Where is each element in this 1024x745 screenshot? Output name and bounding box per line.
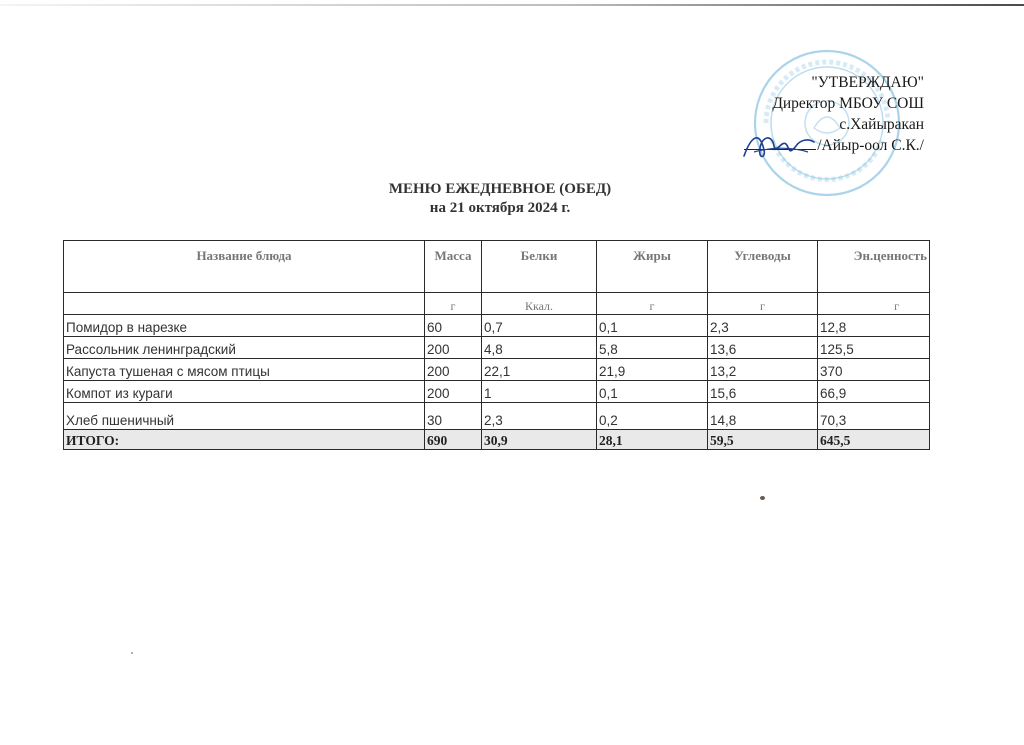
- dish-energy: 125,5: [818, 337, 930, 359]
- approval-title: "УТВЕРЖДАЮ": [811, 74, 924, 91]
- total-fats: 28,1: [597, 430, 708, 450]
- dish-carbs: 2,3: [708, 315, 818, 337]
- dish-carbs: 13,6: [708, 337, 818, 359]
- dish-name: Капуста тушеная с мясом птицы: [64, 359, 425, 381]
- scan-edge-line: [0, 4, 1024, 6]
- dish-proteins: 22,1: [482, 359, 597, 381]
- dish-carbs: 15,6: [708, 381, 818, 403]
- handwritten-signature: [738, 126, 818, 166]
- unit-dish-name: [64, 293, 425, 315]
- unit-proteins: Ккал.: [482, 293, 597, 315]
- table-header-row: [64, 241, 930, 293]
- table-units-row: [64, 293, 930, 315]
- total-mass: 690: [425, 430, 482, 450]
- header-dish-name: Название блюда: [64, 241, 425, 293]
- table-row: [64, 337, 930, 359]
- dish-mass: 200: [425, 381, 482, 403]
- document-title-block: [0, 180, 1000, 218]
- dish-mass: 30: [425, 403, 482, 430]
- table-row: [64, 381, 930, 403]
- header-energy: Эн.ценность: [818, 241, 930, 293]
- approval-position: Директор МБОУ СОШ: [772, 95, 924, 112]
- dish-proteins: 0,7: [482, 315, 597, 337]
- scan-speck: [760, 496, 765, 500]
- dish-energy: 66,9: [818, 381, 930, 403]
- unit-energy: г: [818, 293, 930, 315]
- dish-mass: 200: [425, 359, 482, 381]
- dish-energy: 12,8: [818, 315, 930, 337]
- dish-energy: 70,3: [818, 403, 930, 430]
- table-row: [64, 403, 930, 430]
- total-proteins: 30,9: [482, 430, 597, 450]
- dish-name: Помидор в нарезке: [64, 315, 425, 337]
- dish-proteins: 2,3: [482, 403, 597, 430]
- dish-mass: 200: [425, 337, 482, 359]
- dish-mass: 60: [425, 315, 482, 337]
- approval-place: с.Хайыракан: [839, 116, 924, 133]
- table-row: [64, 315, 930, 337]
- menu-table: [63, 240, 930, 450]
- dish-carbs: 14,8: [708, 403, 818, 430]
- dish-carbs: 13,2: [708, 359, 818, 381]
- dish-name: Рассольник ленинградский: [64, 337, 425, 359]
- dish-name: Хлеб пшеничный: [64, 403, 425, 430]
- unit-mass: г: [425, 293, 482, 315]
- dish-energy: 370: [818, 359, 930, 381]
- total-energy: 645,5: [818, 430, 930, 450]
- header-mass: Масса: [425, 241, 482, 293]
- header-proteins: Белки: [482, 241, 597, 293]
- header-carbs: Углеводы: [708, 241, 818, 293]
- table-row: [64, 359, 930, 381]
- approval-signatory: /Айыр-оол С.К./: [817, 137, 924, 154]
- total-row: [64, 430, 930, 450]
- dish-fats: 5,8: [597, 337, 708, 359]
- dish-name: Компот из кураги: [64, 381, 425, 403]
- menu-title: МЕНЮ ЕЖЕДНЕВНОЕ (ОБЕД): [388, 181, 612, 197]
- scan-speck: [131, 652, 133, 654]
- dish-fats: 0,2: [597, 403, 708, 430]
- dish-fats: 21,9: [597, 359, 708, 381]
- dish-proteins: 1: [482, 381, 597, 403]
- unit-carbs: г: [708, 293, 818, 315]
- menu-date: на 21 октября 2024 г.: [429, 200, 571, 216]
- dish-fats: 0,1: [597, 381, 708, 403]
- unit-fats: г: [597, 293, 708, 315]
- header-fats: Жиры: [597, 241, 708, 293]
- dish-proteins: 4,8: [482, 337, 597, 359]
- total-carbs: 59,5: [708, 430, 818, 450]
- total-label: ИТОГО:: [64, 430, 425, 450]
- dish-fats: 0,1: [597, 315, 708, 337]
